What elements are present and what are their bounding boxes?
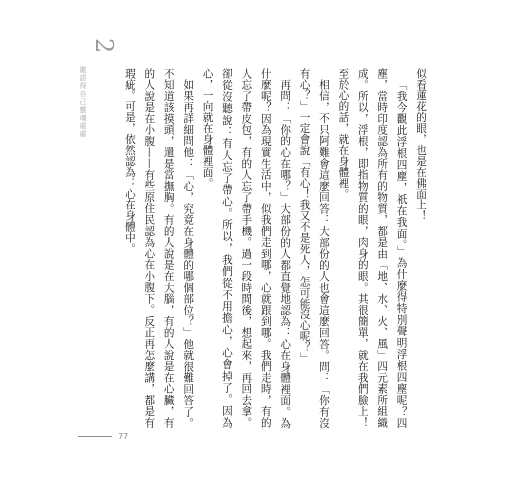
paragraph: 再問：「你的心在哪？」大部份的人都直覺地認為：心在身體裡面。為什麼呢？因為現實生活中，似我們走到哪，心就跟到哪。我們走時，有的人忘了帶皮包，有的人忘了帶手機。過一段時間後，想起來，再回去拿。卻從沒聽說：有人忘了帶心。所以，我們從不用擔心，心會掉了。因為心，一向就在身體裡面。 (201, 68, 292, 428)
paragraph: 「我今觀此浮根四塵，祇在我面。」為什麼得特別聲明浮根四塵呢？四塵，當時印度認為所有的物質，都是由「地、水、火、風」四元素所組織成。所以，浮根，即指物質的眼，肉身的眼。其很簡單，就在我們臉上！至於心的話，就在身體裡。 (337, 68, 408, 428)
body-text (123, 68, 430, 428)
chapter-number: 2 (90, 38, 118, 54)
paragraph: 如果再詳細問他：「心，究竟在身體的哪個部位？」他就很難回答了。不知道該摸頭，還是當撫胸。有的人說是在大腦，有的人說是在心臟，有的人說是在小腹——有些原住民認為心在小腹下。反正再怎麼講，都是有瑕疵。可是，依然認為：心在身體中。 (123, 68, 195, 428)
chapter-marker (76, 38, 116, 158)
page-footer (78, 430, 128, 442)
page-number: 77 (118, 431, 129, 441)
paragraph: 似看蓮花的眼，也是在佛面上！ (415, 68, 427, 222)
footer-rule (78, 436, 112, 437)
chapter-title: 龍認得自己靈魂處處 (79, 66, 87, 138)
paragraph: 相信，不只阿難會這麼回答：大部份的人也會這麼回答。問：「你有沒有心？」一定會說「有心！我又不是死人，怎可能沒心呢？」 (298, 68, 330, 428)
